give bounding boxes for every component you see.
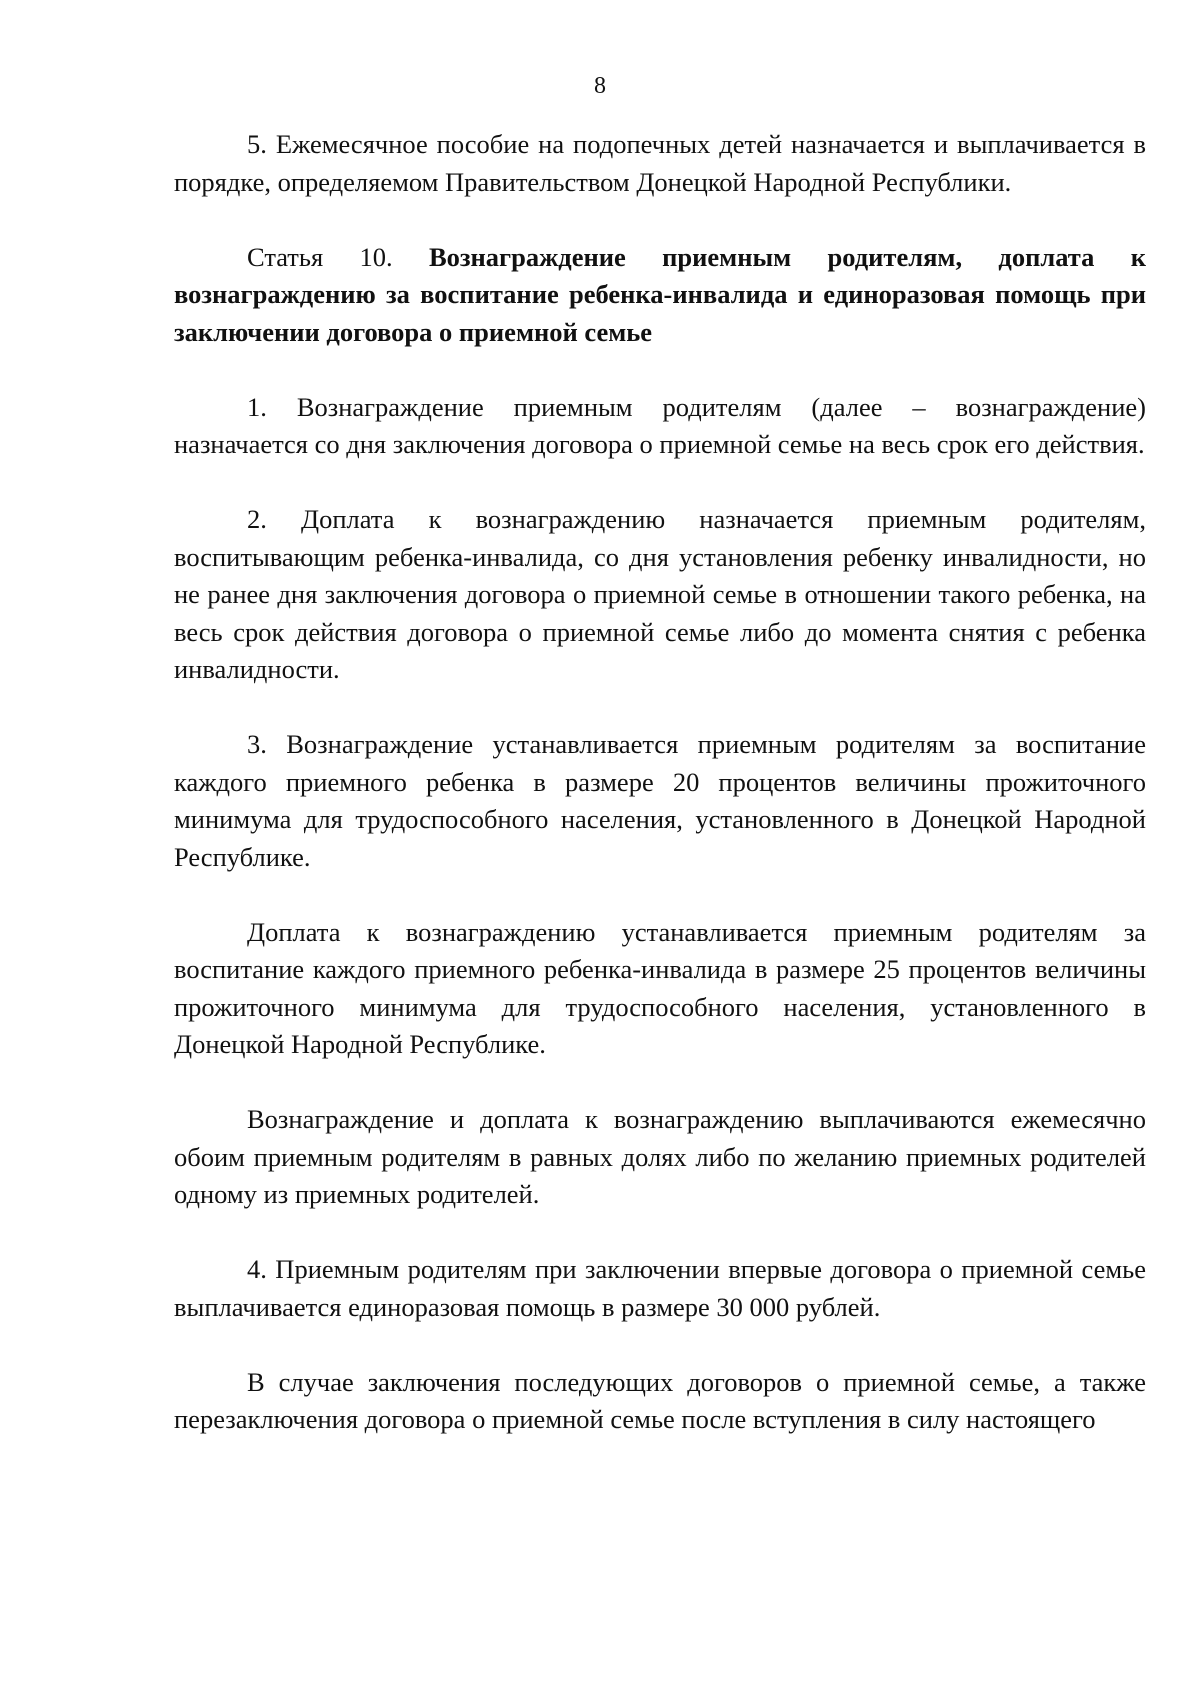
paragraph-4-subsequent-contracts: В случае заключения последующих договоров о приемной семье, а также перезаключения договора о приемной семье после вступления в силу настоящего [174,1366,1146,1434]
article-number: Статья 10. [247,241,429,272]
article-title: Вознаграждение приемным родителям, доплата к вознаграждению за воспитание ребенка-инвалида и единоразовая помощь при заключении договора о приемной семье [174,241,1146,347]
article-10-heading [174,239,1146,352]
paragraph-2-surcharge: 2. Доплата к вознаграждению назначается приемным родителям, воспитывающим ребенка-инвалида, со дня установления ребенку инвалидности, но не ранее дня заключения договора о приемной семье в отношении такого ребенка, на весь срок действия договора о приемной семье либо до момента снятия с ребенка инвалидности. [174,504,1146,684]
page-number: 8 [594,73,606,99]
paragraph-3-surcharge-amount: Доплата к вознаграждению устанавливается приемным родителям за воспитание каждого приемного ребенка-инвалида в размере 25 процентов величины прожиточного минимума для трудоспособного населения, установленного в Донецкой Народной Республике. [174,916,1146,1059]
paragraph-4-one-time-assistance: 4. Приемным родителям при заключении впервые договора о приемной семье выплачивается единоразовая помощь в размере 30 000 рублей. [174,1254,1146,1322]
paragraph-5-monthly-allowance: 5. Ежемесячное пособие на подопечных детей назначается и выплачивается в порядке, определяемом Правительством Донецкой Народной Республики. [174,129,1146,197]
paragraph-3-remuneration-amount: 3. Вознаграждение устанавливается приемным родителям за воспитание каждого приемного ребенка в размере 20 процентов величины прожиточного минимума для трудоспособного населения, установленного в Донецкой Народной Республике. [174,729,1146,872]
paragraph-3-payment-terms: Вознаграждение и доплата к вознаграждению выплачиваются ежемесячно обоим приемным родителям в равных долях либо по желанию приемных родителей одному из приемных родителей. [174,1104,1146,1209]
paragraph-1-remuneration: 1. Вознаграждение приемным родителям (далее – вознаграждение) назначается со дня заключения договора о приемной семье на весь срок его действия. [174,391,1146,459]
document-body [174,126,1146,1439]
